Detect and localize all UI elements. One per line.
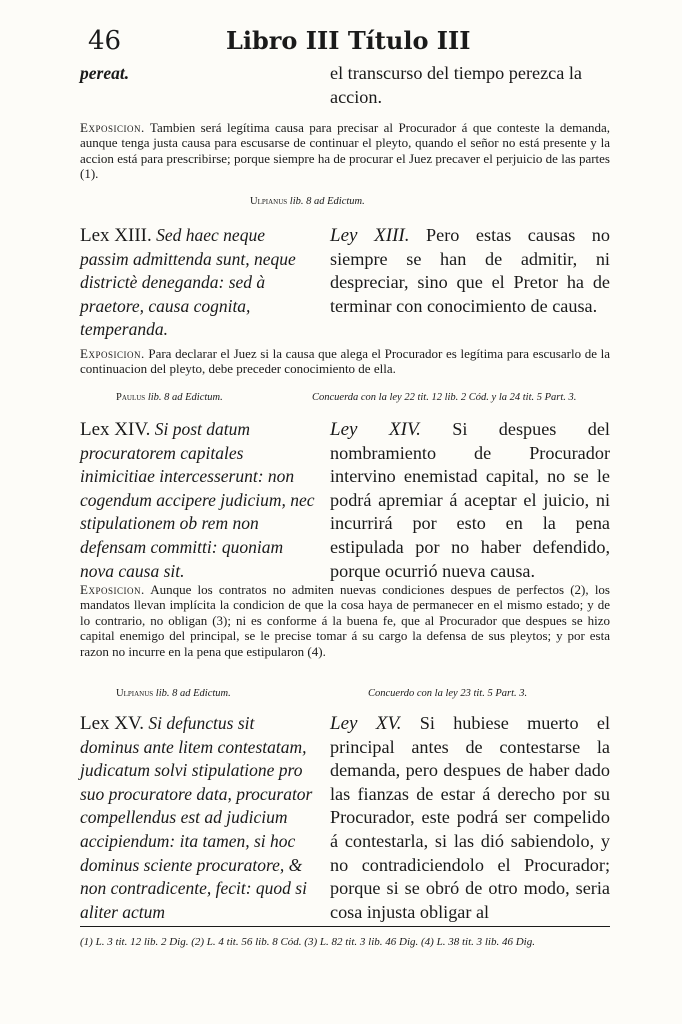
citation-2 [80, 392, 610, 410]
ley-label: Ley XIII. [330, 225, 410, 246]
spanish-text: Si hubiese muerto el principal antes de contestarse la demanda, pero despues de haber dado las fianzas de estar á derecho por su Procurador, este podrá ser compelido á contestarla, si las dió sabiendolo, y no contradiciendolo el Procurador; porque si se obró de otro modo, seria cosa injusta obligar al [330, 713, 610, 922]
citation-1 [80, 196, 610, 214]
page-number: 46 [88, 26, 122, 56]
citation-author: Paulus [116, 392, 146, 403]
citation-author: Ulpianus [250, 196, 288, 207]
exposicion-label: Exposicion. [80, 120, 145, 135]
exposicion-2 [80, 346, 610, 377]
spanish-text: Pero estas causas no siempre se han de admitir, ni despreciar, sino que el Pretor ha de terminar con conocimiento de causa. [330, 225, 610, 316]
exposicion-text: Tambien será legítima causa para precisar al Procurador á que conteste la demanda, aunque tenga justa causa para escusarse de continuar el pleyto, quando el señor no está presente y la accion está para prescribirse; porque siempre ha de procurar el Juez precaver el perjuicio de las partes (1). [80, 120, 611, 182]
latin-text: Si post datum procuratorem capitales inimicitiae intercesserunt: non cogendum accipere judicium, nec stipulationem ob rem non defensam committi: quoniam nova causa sit. [80, 419, 315, 581]
ley-xv-spanish [330, 712, 610, 924]
citation-3 [80, 688, 610, 706]
concordance: Concuerda con la ley 22 tit. 12 lib. 2 Cód. y la 24 tit. 5 Part. 3. [312, 392, 577, 403]
spanish-text: Si despues del nombramiento de Procurador intervino enemistad capital, no se le podrá apremiar á aceptar el juicio, ni incurrirá por esto en la pena estipulada por no haber defendido, porque ocurrió nueva causa. [330, 419, 610, 581]
ley-xiv-spanish [330, 418, 610, 583]
exposicion-label: Exposicion. [80, 346, 145, 361]
exposicion-label: Exposicion. [80, 582, 145, 597]
lex-label: Lex XIV. [80, 419, 151, 440]
running-title: Libro III Título III [226, 26, 471, 55]
ley-xiii-spanish [330, 224, 610, 318]
spanish-continuation: el transcurso del tiempo perezca la accion. [330, 63, 582, 107]
exposicion-3 [80, 582, 610, 659]
citation-ref: lib. 8 ad Edictum. [155, 688, 231, 699]
latin-text: Sed haec neque passim admittenda sunt, neque districtè deneganda: sed à praetore, causa cognita, temperanda. [80, 225, 296, 340]
citation-ref: lib. 8 ad Edictum. [289, 196, 365, 207]
page-header [88, 26, 608, 60]
exposicion-1 [80, 120, 610, 182]
lex-xiii-latin [80, 224, 316, 342]
lex-label: Lex XIII. [80, 225, 152, 246]
concordance: Concuerdo con la ley 23 tit. 5 Part. 3. [368, 688, 528, 699]
citation-author: Ulpianus [116, 688, 154, 699]
exposicion-text: Aunque los contratos no admiten nuevas condiciones despues de perfectos (2), los mandatos llevan implícita la condicion de que la cosa haya de permanecer en el mismo estado; y de lo contrario, no obligan (3); ni es conforme á la buena fe, que al Procurador que despues se hizo capital enemigo del principal, se le precise tomar á su cargo la defensa de sus pleytos; y por esta razon no incurre en la pena que estipularon (4). [80, 582, 610, 659]
footnote-rule [80, 926, 610, 927]
citation-ref: lib. 8 ad Edictum. [147, 392, 223, 403]
lex-xiv-latin [80, 418, 316, 583]
exposicion-text: Para declarar el Juez si la causa que alega el Procurador es legítima para escusarlo de la continuacion del pleyto, debe preceder conocimiento de ella. [80, 346, 610, 377]
lex-xv-latin [80, 712, 316, 924]
latin-text: Si defunctus sit dominus ante litem contestatam, judicatum solvi stipulatione pro suo procuratore data, procurator compellendus est ad judicium accipiendum: ita tamen, si hoc dominus sciente procuratore, & non contradicente, fecit: quod si aliter actum [80, 713, 313, 922]
ley-label: Ley XIV. [330, 419, 421, 440]
footnotes: (1) L. 3 tit. 12 lib. 2 Dig. (2) L. 4 tit. 56 lib. 8 Cód. (3) L. 82 tit. 3 lib. 46 Dig. (4) L. 38 tit. 3 lib. 46 Dig. [80, 936, 535, 948]
lex-label: Lex XV. [80, 713, 145, 734]
ley-label: Ley XV. [330, 713, 402, 734]
latin-continuation: pereat. [80, 63, 130, 83]
